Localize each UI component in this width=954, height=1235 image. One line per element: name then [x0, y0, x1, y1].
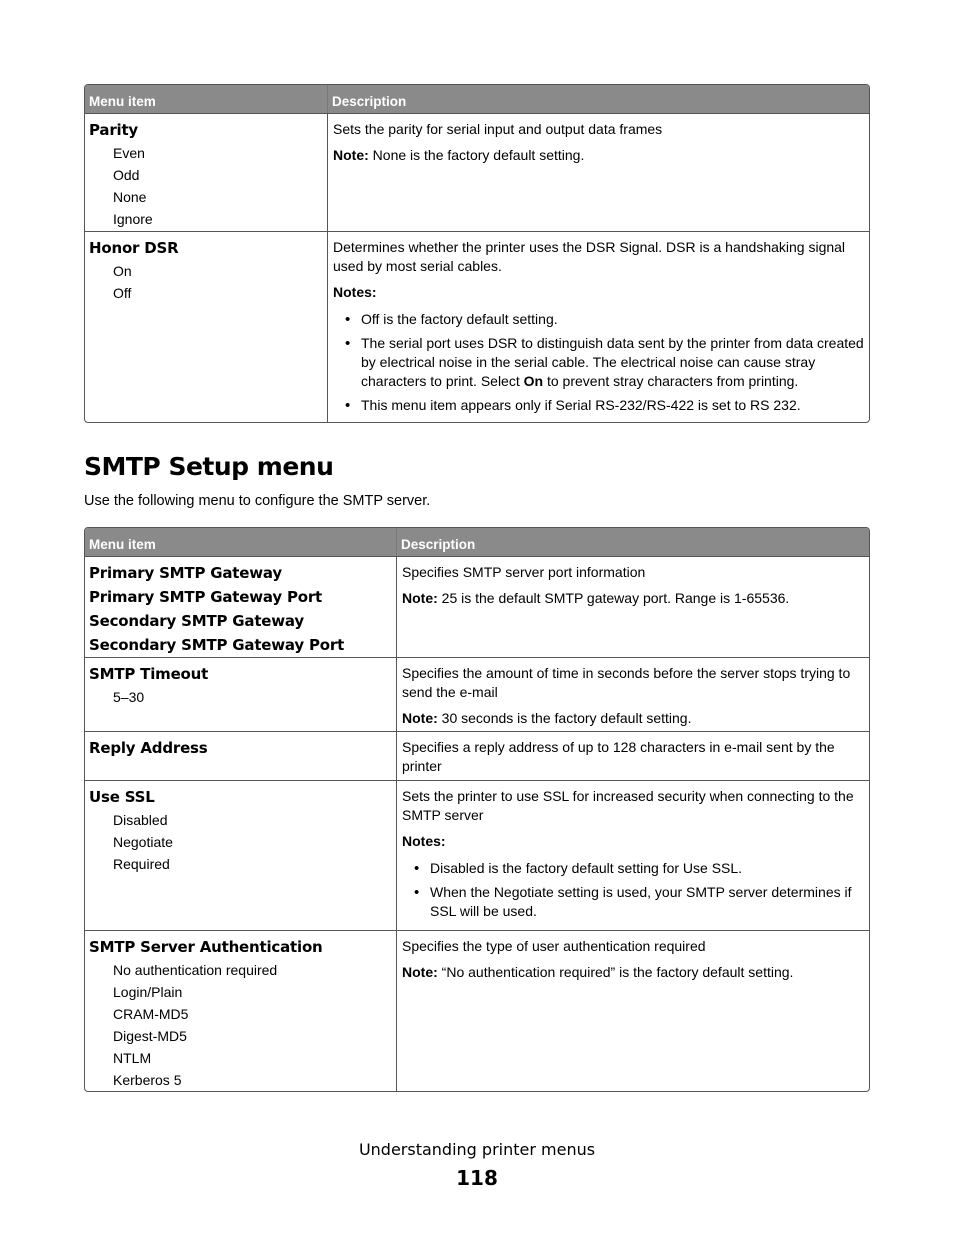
list-item-text: The serial port uses DSR to distinguish data sent by the printer from data created by electrical noise in the serial cable. The electrical noise can cause stray characters to print. Select	[361, 335, 864, 389]
menu-option: Off	[113, 285, 132, 301]
section-title: SMTP Setup menu	[84, 452, 334, 481]
list-item: • Off is the factory default setting.	[361, 310, 865, 329]
menu-item-name: Primary SMTP Gateway	[89, 564, 282, 582]
header-menu-item: Menu item	[85, 528, 397, 556]
menu-item-cell	[85, 931, 397, 1091]
notes-label	[333, 283, 865, 302]
table-header	[85, 85, 869, 114]
smtp-menu-table	[84, 527, 870, 1092]
menu-option: Kerberos 5	[113, 1072, 182, 1088]
table-row	[85, 114, 869, 232]
list-item: • Disabled is the factory default setting for Use SSL.	[430, 859, 865, 878]
note	[333, 146, 865, 165]
page-number: 118	[456, 1166, 498, 1190]
menu-item-cell	[85, 114, 328, 231]
list-item-text: to prevent stray characters from printing.	[543, 373, 799, 389]
menu-item-name: SMTP Server Authentication	[89, 938, 323, 956]
menu-item-cell	[85, 781, 397, 930]
list-item	[361, 334, 865, 391]
list-item: • When the Negotiate setting is used, your SMTP server determines if SSL will be used.	[430, 883, 865, 921]
note-label: Note:	[402, 590, 438, 606]
menu-item-name: Primary SMTP Gateway Port	[89, 588, 323, 606]
header-description: Description	[401, 537, 476, 552]
menu-item-name: Secondary SMTP Gateway Port	[89, 636, 345, 654]
description-text: Specifies a reply address of up to 128 characters in e-mail sent by the printer	[402, 739, 835, 774]
description-cell	[328, 114, 869, 231]
description-text: Sets the parity for serial input and output data frames	[333, 121, 663, 137]
notes-label	[402, 832, 865, 851]
footer-title: Understanding printer menus	[358, 1140, 596, 1159]
note-text: 25 is the default SMTP gateway port. Range is 1-65536.	[437, 590, 790, 606]
description-cell	[397, 658, 869, 731]
description-text: Specifies the amount of time in seconds before the server stops trying to send the e-mail	[402, 665, 851, 700]
description-text: Determines whether the printer uses the DSR Signal. DSR is a handshaking signal used by most serial cables.	[333, 239, 846, 274]
description-cell	[397, 732, 869, 780]
table-row	[85, 931, 869, 1091]
table-row	[85, 232, 869, 422]
description-cell	[397, 931, 869, 1091]
menu-option: Negotiate	[113, 834, 173, 850]
note	[402, 963, 865, 982]
menu-item-cell	[85, 732, 397, 780]
menu-item-name: Secondary SMTP Gateway	[89, 612, 304, 630]
note	[402, 709, 865, 728]
menu-option: 5–30	[113, 689, 145, 705]
description-text: Specifies SMTP server port information	[402, 564, 646, 580]
table-row	[85, 781, 869, 931]
note-text: “No authentication required” is the factory default setting.	[437, 964, 794, 980]
menu-option: Digest-MD5	[113, 1028, 187, 1044]
table-row	[85, 732, 869, 781]
menu-item-name: Use SSL	[89, 788, 155, 806]
menu-item-name: Parity	[89, 121, 139, 139]
serial-menu-table	[84, 84, 870, 423]
menu-item-name: Honor DSR	[89, 239, 179, 257]
menu-option: NTLM	[113, 1050, 152, 1066]
note-text: 30 seconds is the factory default setting.	[437, 710, 692, 726]
description-text: Specifies the type of user authentication required	[402, 938, 706, 954]
description-text: Sets the printer to use SSL for increased security when connecting to the SMTP server	[402, 788, 854, 823]
menu-item-cell	[85, 232, 328, 422]
menu-item-cell	[85, 658, 397, 731]
menu-option: None	[113, 189, 147, 205]
description-cell	[397, 557, 869, 657]
notes-label-text: Notes:	[333, 284, 377, 300]
notes-label-text: Notes:	[402, 833, 446, 849]
note-text: None is the factory default setting.	[368, 147, 585, 163]
notes-list	[333, 310, 865, 415]
menu-option: Login/Plain	[113, 984, 183, 1000]
table-row	[85, 557, 869, 658]
list-item: • This menu item appears only if Serial RS-232/RS-422 is set to RS 232.	[361, 396, 865, 415]
note-label: Note:	[333, 147, 369, 163]
note-label: Note:	[402, 964, 438, 980]
table-row	[85, 658, 869, 732]
description-cell	[397, 781, 869, 930]
menu-item-cell	[85, 557, 397, 657]
header-description: Description	[332, 94, 407, 109]
menu-item-name: Reply Address	[89, 739, 208, 757]
list-item-bold: On	[523, 373, 544, 389]
menu-option: On	[113, 263, 132, 279]
menu-item-name: SMTP Timeout	[89, 665, 209, 683]
menu-option: Ignore	[113, 211, 153, 227]
menu-option: CRAM-MD5	[113, 1006, 189, 1022]
table-header	[85, 528, 869, 557]
notes-list	[402, 859, 865, 921]
menu-option: Required	[113, 856, 170, 872]
menu-option: No authentication required	[113, 962, 278, 978]
menu-option: Even	[113, 145, 145, 161]
header-menu-item: Menu item	[85, 85, 328, 113]
menu-option: Odd	[113, 167, 140, 183]
intro-text: Use the following menu to configure the SMTP server.	[84, 493, 431, 509]
note	[402, 589, 865, 608]
note-label: Note:	[402, 710, 438, 726]
description-cell	[328, 232, 869, 422]
menu-option: Disabled	[113, 812, 168, 828]
